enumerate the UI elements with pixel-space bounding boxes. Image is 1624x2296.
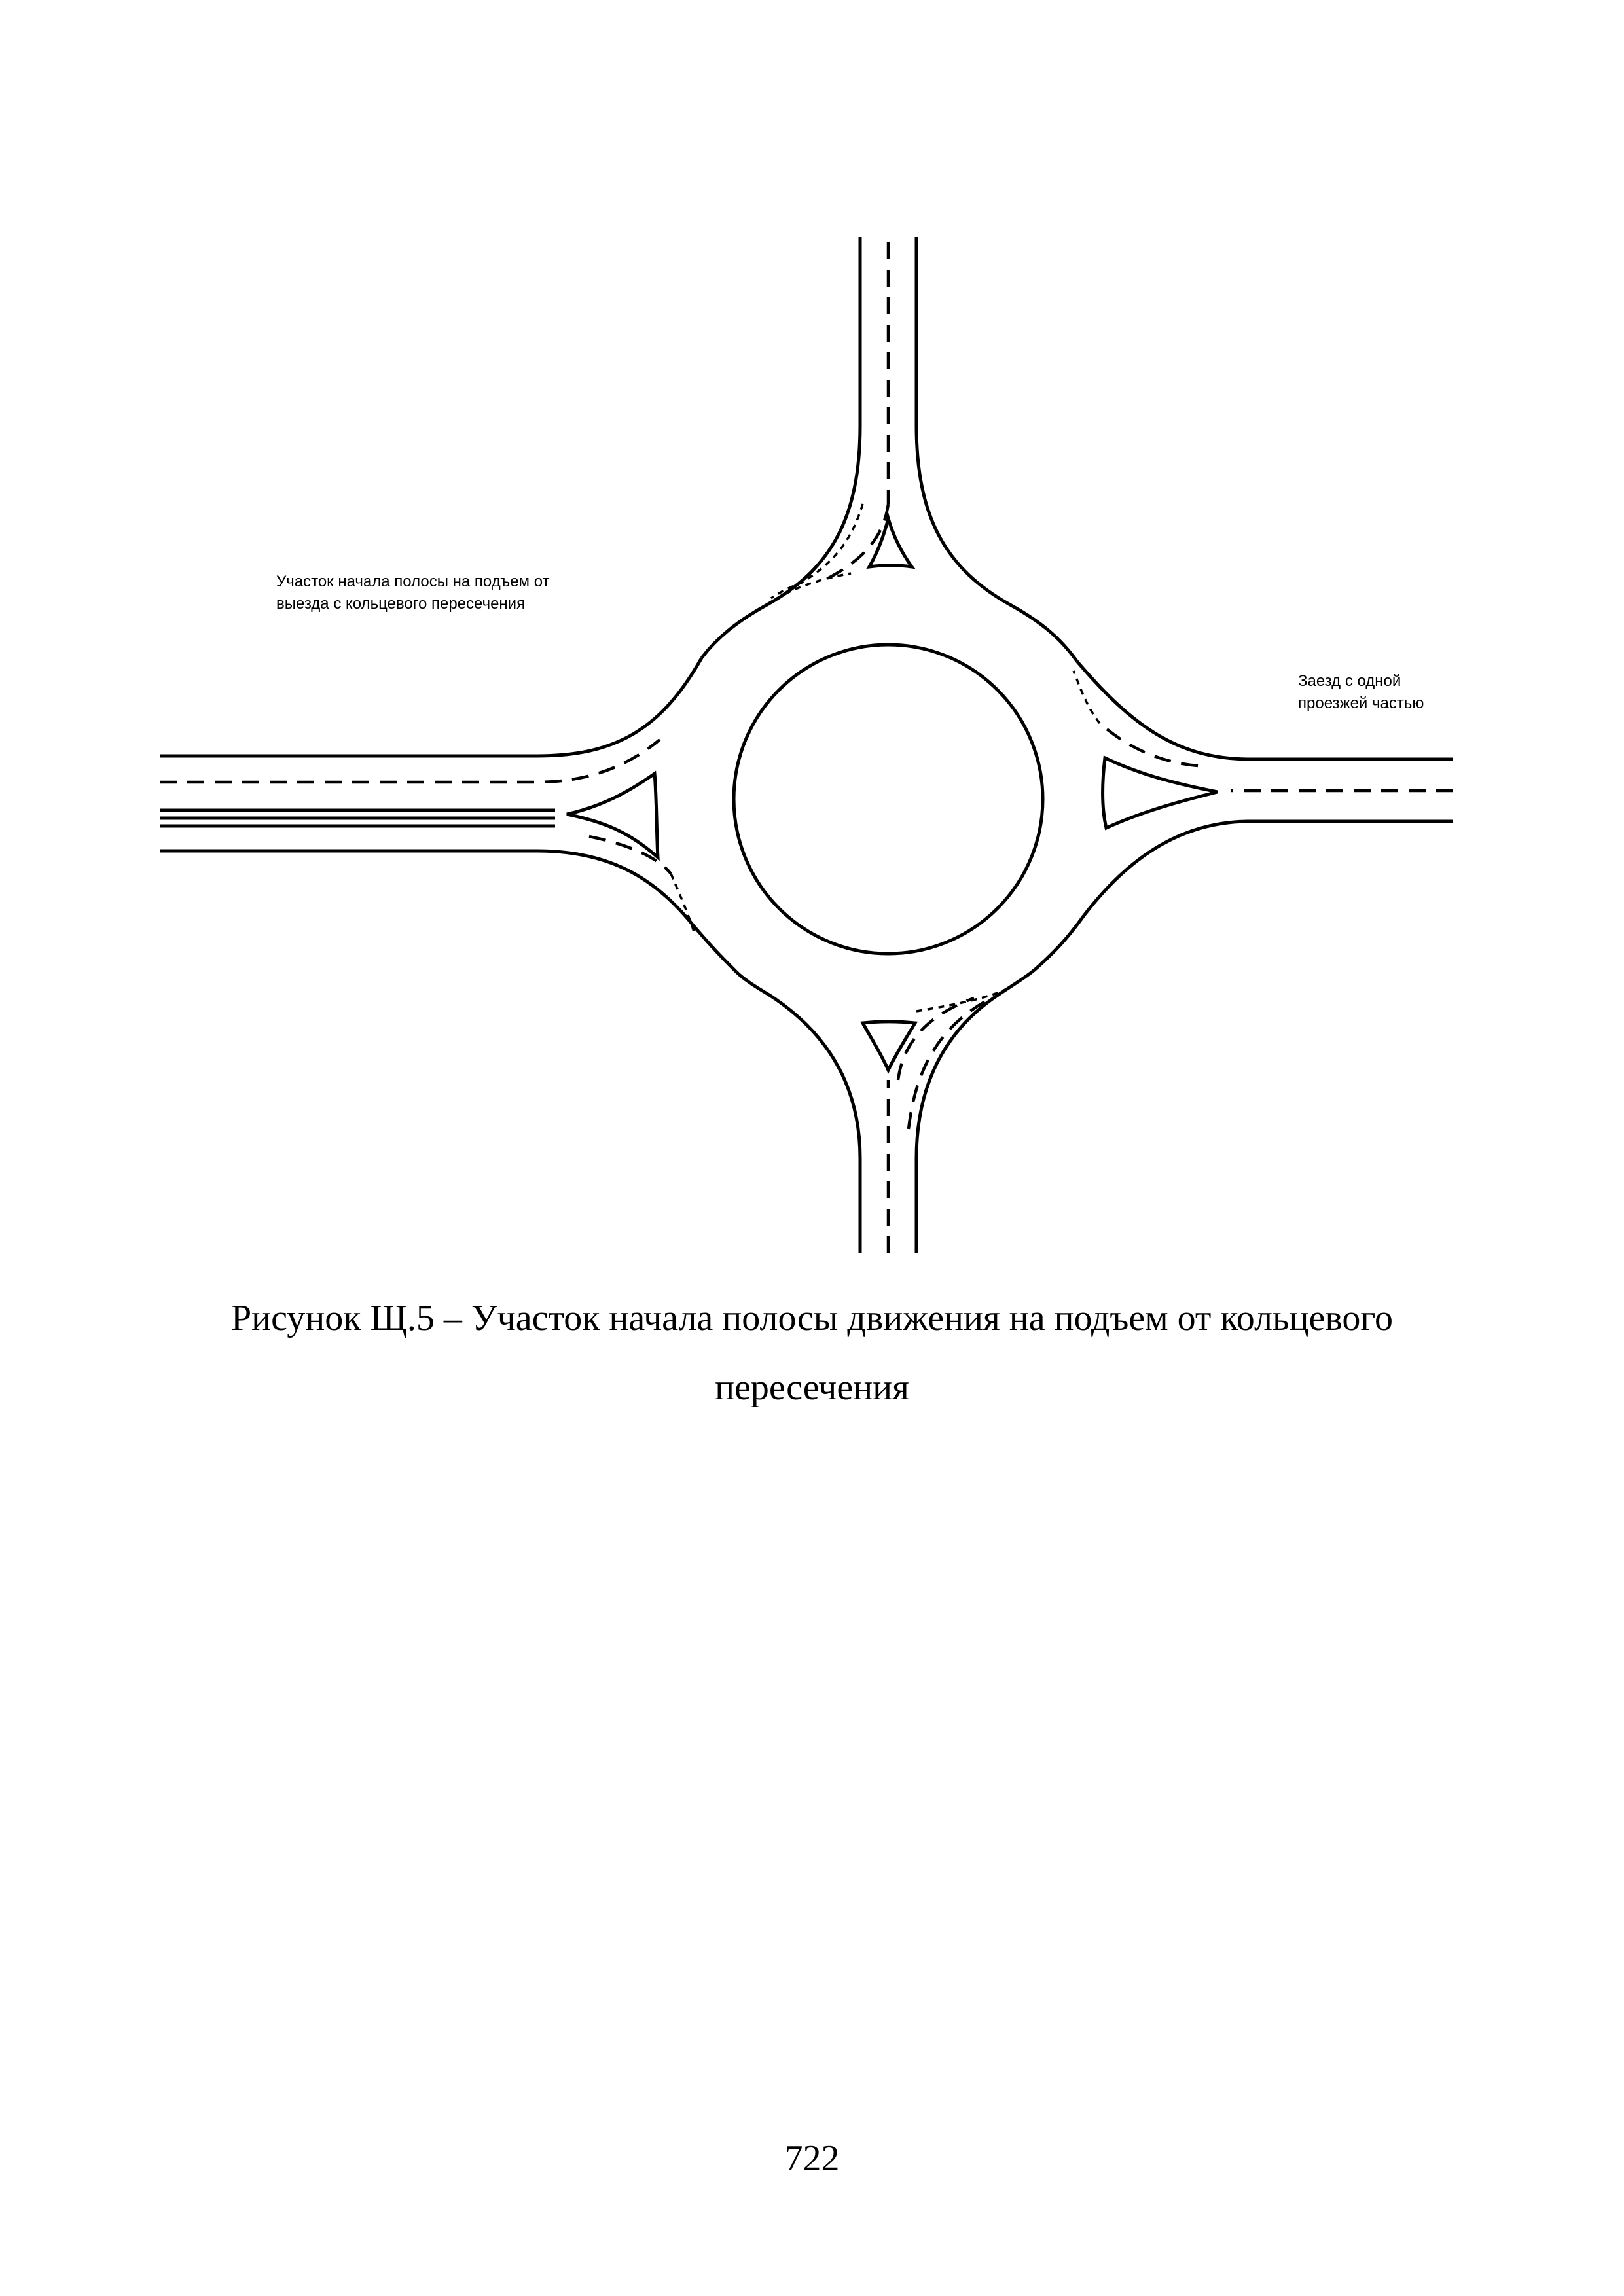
west-road-outer-bottom <box>160 851 736 972</box>
south-road-right-edge <box>916 965 1039 1253</box>
south-exit-curve <box>916 988 1008 1011</box>
south-splitter-island <box>863 1022 915 1070</box>
annotation-lane-start-line-1: Участок начала полосы на подъем от <box>276 573 550 590</box>
east-splitter-island <box>1102 758 1218 828</box>
east-road-bottom-edge <box>1039 821 1453 965</box>
annotation-single-carriageway-line-2: проезжей частью <box>1298 694 1424 712</box>
annotation-single-carriageway-label <box>1298 670 1424 715</box>
north-exit-lane-begin <box>771 504 863 598</box>
south-road-left-edge <box>736 972 860 1253</box>
east-entry-curve <box>1074 671 1100 723</box>
annotation-lane-start-line-2: выезда с кольцевого пересечения <box>276 595 526 613</box>
north-road-left-edge <box>702 237 860 658</box>
annotation-single-carriageway-line-1: Заезд с одной <box>1298 672 1401 690</box>
west-road-top-edge <box>160 658 702 756</box>
west-centerline <box>160 740 660 782</box>
figure-caption-line-1: Рисунок Щ.5 – Участок начала полосы движения на подъем от кольцевого <box>231 1298 1393 1338</box>
north-road-right-edge <box>916 237 1077 661</box>
figure-caption-line-2: пересечения <box>715 1367 909 1408</box>
page-number: 722 <box>784 2138 840 2179</box>
north-splitter-island <box>869 518 912 567</box>
annotation-lane-start-label <box>276 571 550 615</box>
central-island <box>734 645 1043 954</box>
west-splitter-island <box>567 774 658 857</box>
